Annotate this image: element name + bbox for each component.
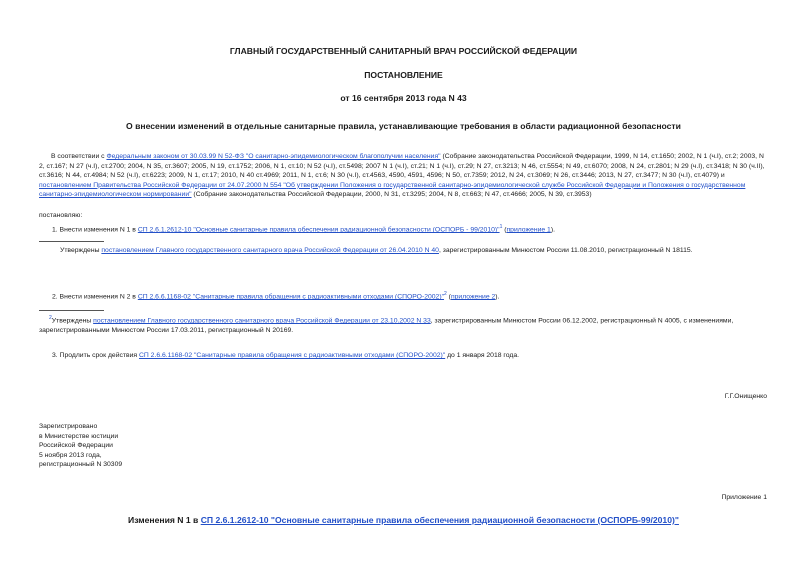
registration-block [39,422,122,470]
item-1: 1. Внести изменения N 1 в СП 2.6.1.2612-10 "Основные санитарные правила обеспечения радиационной безопасности (ОСПОРБ - 99/2010)"$^1$ (приложение 1). [52,224,555,234]
decree-40-link[interactable]: постановлением Главного государственного санитарного врача Российской Федерации от 26.04.2010 N 40 [101,247,439,254]
appendix-sp-2612-link[interactable]: СП 2.6.1.2612-10 "Основные санитарные правила обеспечения радиационной безопасности (ОСПОРБ-99/2010)" [200,515,679,525]
appendix-2-link[interactable]: приложение 2 [450,293,496,301]
footnote-divider [39,310,104,311]
item-2-prefix: 2. Внести изменения N 2 в [52,293,138,301]
item-3 [52,351,519,360]
registration-line: 5 ноября 2013 года, [39,451,102,459]
item-2: 2. Внести изменения N 2 в СП 2.6.6.1168-02 "Санитарные правила обращения с радиоактивными отходами (СПОРО-2002)"$^2$ (приложение 2). [52,291,500,301]
intro-prefix: В соответствии с [51,153,107,160]
footnote-1-suffix: , зарегистрированным Минюстом России 11.08.2010, регистрационный N 18115. [438,247,693,254]
sp-1168-link[interactable]: СП 2.6.6.1168-02 "Санитарные правила обращения с радиоактивными отходами (СПОРО-2002)" [137,293,445,301]
intro-paragraph [39,152,767,200]
footnote-2-prefix: Утверждены [51,317,94,325]
footnote-1-mark[interactable]: 1 [499,224,503,230]
footnote-1 [60,246,693,255]
authority-heading: ГЛАВНЫЙ ГОСУДАРСТВЕННЫЙ САНИТАРНЫЙ ВРАЧ РОССИЙСКОЙ ФЕДЕРАЦИИ [229,46,578,56]
item-1-suffix: ). [550,226,555,234]
registration-line: Зарегистрировано [39,423,98,430]
footnote-divider [39,241,104,242]
appendix-label: Приложение 1 [721,494,767,501]
footnote-1-prefix: Утверждены [60,247,102,254]
registration-line: Российской Федерации [39,442,113,450]
signature: Г.Г.Онищенко [724,393,767,400]
footnote-2-ref: 2 [49,315,52,321]
appendix-1-link[interactable]: приложение 1 [506,226,551,234]
law-sources: (Собрание законодательства Российской Федерации, 1999, N 14, ст.1650; 2002, N 1 (ч.I), ст.2; 2003, N 2, ст.167; N 27 (ч.I), ст.2700; 2004, N 35, ст.3607; 2005, N 19, ст.1752; 2006, N 1, ст.10; N 52 (ч.I), ст.5498; 2007 N 1 (ч.I), ст.21; N 1 (ч.I), ст.29; N 27, ст.3213; N 46, ст.5554; N 49, ст.6070; 2008, N 24, ст.2801; N 29 (ч.I), ст.3418; N 30 (ч.II), ст.3616; N 44, ст.4984; N 52 (ч.I), ст.6223; 2009, N 1, ст.17; 2010, N 40 ст.4969; 2011, N 1, ст.6; N 30 (ч.I), ст.4563, 4590, 4591, 4596; N 50, ст.7359; 2012, N 24, ст.3069; N 26, ст.3446; 2013, N 27, ст.3477; N 30 (ч.I), ст.4079) и [39,153,765,180]
item-3-prefix: 3. Продлить срок действия [52,352,139,359]
federal-law-link[interactable]: Федеральным законом от 30.03.99 N 52-ФЗ "О санитарно-эпидемиологическом благополучии населения" [106,153,441,160]
footnote-2-suffix: , зарегистрированным Минюстом России 06.12.2002, регистрационный N 4005, с изменениями, зарегистрированными Минюстом России 17.03.2011, регистрационный N 20169. [39,317,734,334]
registration-line: регистрационный N 30309 [39,461,123,469]
footnote-2 [39,314,767,335]
footnote-2-mark[interactable]: 2 [444,291,447,297]
document-type: ПОСТАНОВЛЕНИЕ [364,70,443,80]
decree-sources: (Собрание законодательства Российской Федерации, 2000, N 31, ст.3295; 2004, N 8, ст.663; N 47, ст.4666; 2005, N 39, ст.3953) [191,191,592,199]
decree-33-link[interactable]: постановлением Главного государственного санитарного врача Российской Федерации от 23.10.2002 N 33 [93,317,431,325]
item-2-suffix: ). [495,293,500,301]
resolved-label: постановляю: [39,212,83,219]
sp-1168-link-2[interactable]: СП 2.6.6.1168-02 "Санитарные правила обращения с радиоактивными отходами (СПОРО-2002)" [138,352,446,359]
government-decree-link[interactable]: постановлением Правительства Российской Федерации от 24.07.2000 N 554 "Об утверждении Положения о государственной санитарно-эпидемиологической службе Российской Федерации и Положения о государственном санитарно-эпидемиологическом нормировании" [39,181,746,199]
sp-2612-link[interactable]: СП 2.6.1.2612-10 "Основные санитарные правила обеспечения радиационной безопасности (ОСПОРБ - 99/2010)" [137,226,500,234]
document-date-number: от 16 сентября 2013 года N 43 [340,93,467,103]
appendix-title [0,515,807,525]
registration-line: в Министерстве юстиции [39,432,119,440]
document-subject: О внесении изменений в отдельные санитарные правила, устанавливающие требования в области радиационной безопасности [126,121,681,131]
item-3-suffix: до 1 января 2018 года. [445,352,520,359]
appendix-title-prefix: Изменения N 1 в [128,515,201,525]
item-1-prefix: 1. Внести изменения N 1 в [52,226,138,234]
